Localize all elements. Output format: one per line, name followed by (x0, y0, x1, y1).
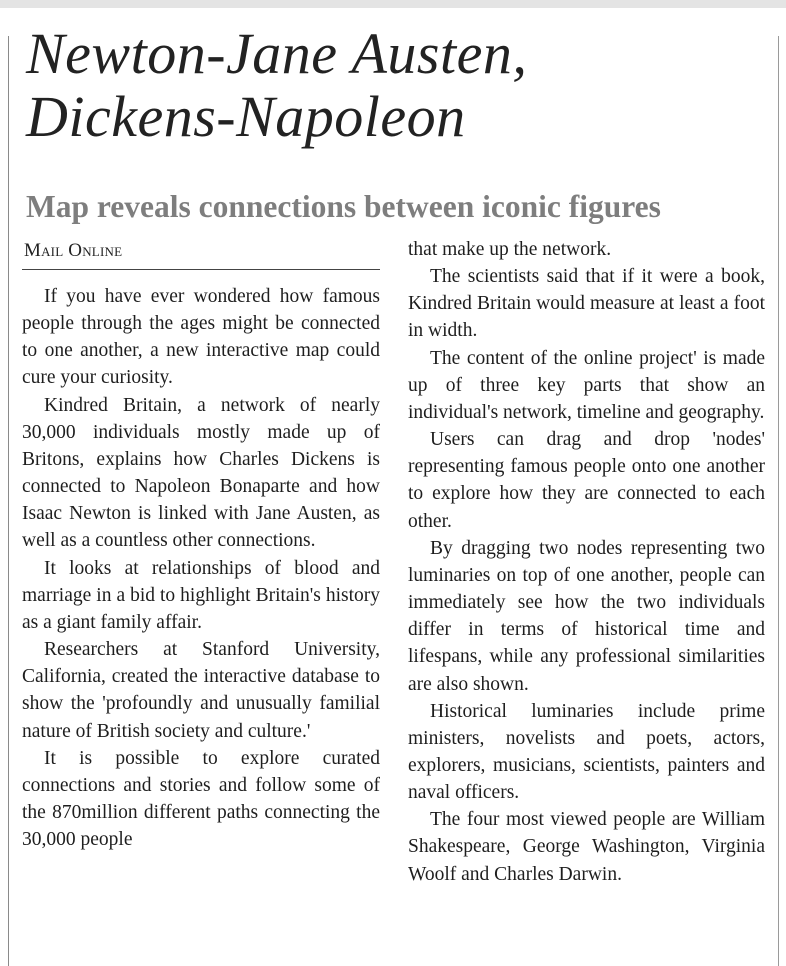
paragraph: Kindred Britain, a network of nearly 30,000 individuals mostly made up of Britons, explains how Charles Dickens is connected to Napoleon Bonaparte and how Isaac Newton is linked with Jane Austen, as well as a countless other connections. (22, 394, 380, 552)
paragraph: By dragging two nodes representing two luminaries on top of one another, people can immediately see how the two individuals differ in terms of historical time and lifespans, while any professional similarities are also shown. (408, 537, 765, 695)
paragraph: Users can drag and drop 'nodes' representing famous people onto one another to explore how they are connected to each other. (408, 429, 765, 532)
paragraph-continuation: that make up the network. (408, 239, 612, 260)
paragraph: The content of the online project' is made up of three key parts that show an individual's network, timeline and geography. (408, 347, 765, 423)
article-column-right (408, 236, 765, 888)
paragraph: Researchers at Stanford University, California, created the interactive database to show the 'profoundly and unusually familial nature of British society and culture.' (22, 639, 380, 742)
paragraph: If you have ever wondered how famous people through the ages might be connected to one another, a new interactive map could cure your curiosity. (22, 286, 380, 389)
subheadline: Map reveals connections between iconic figures (26, 189, 661, 224)
byline: Mail Online (24, 240, 123, 261)
article-column-left (22, 283, 380, 853)
top-border-band (0, 0, 786, 8)
right-column-rule (778, 36, 779, 966)
paragraph: It is possible to explore curated connections and stories and follow some of the 870million different paths connecting the 30,000 people (22, 747, 380, 851)
paragraph: It looks at relationships of blood and marriage in a bid to highlight Britain's history as a giant family affair. (22, 557, 380, 633)
paragraph: Historical luminaries include prime ministers, novelists and poets, actors, explorers, musicians, scientists, painters and naval officers. (408, 700, 765, 804)
byline-divider (22, 269, 380, 270)
paragraph: The scientists said that if it were a book, Kindred Britain would measure at least a foot in width. (408, 266, 765, 342)
left-column-rule (8, 36, 9, 966)
headline (26, 22, 766, 148)
headline-line-1: Newton-Jane Austen, (26, 21, 528, 86)
headline-line-2: Dickens-Napoleon (26, 84, 466, 149)
paragraph: The four most viewed people are William Shakespeare, George Washington, Virginia Woolf and Charles Darwin. (408, 809, 765, 885)
